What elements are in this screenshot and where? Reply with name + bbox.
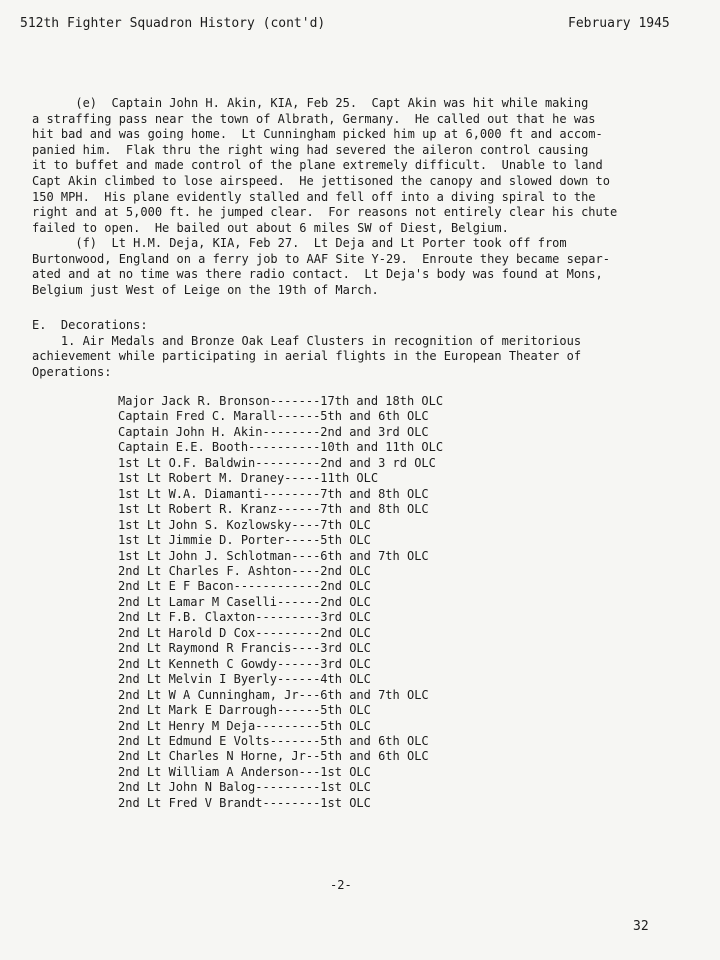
award-entry: 2nd Lt John N Balog---------1st OLC <box>118 780 371 795</box>
decorations-section <box>32 318 692 380</box>
award-entry: 2nd Lt Charles F. Ashton----2nd OLC <box>118 563 371 578</box>
award-entry: 2nd Lt Mark E Darrough------5th OLC <box>118 703 371 718</box>
paragraph-line: a straffing pass near the town of Albrath, Germany. He called out that he was <box>32 111 596 126</box>
award-entry: Captain Fred C. Marall------5th and 6th OLC <box>118 409 429 424</box>
document-title: 512th Fighter Squadron History (cont'd) <box>20 16 326 31</box>
award-entry: 2nd Lt W A Cunningham, Jr---6th and 7th OLC <box>118 687 429 702</box>
decorations-line: achievement while participating in aerial flights in the European Theater of <box>32 349 582 364</box>
award-entry: 2nd Lt Raymond R Francis----3rd OLC <box>118 641 371 656</box>
award-entry: Captain John H. Akin--------2nd and 3rd OLC <box>118 424 429 439</box>
award-entry: 2nd Lt E F Bacon------------2nd OLC <box>118 579 371 594</box>
award-entry: 2nd Lt F.B. Claxton---------3rd OLC <box>118 610 371 625</box>
paragraph-line: ated and at no time was there radio contact. Lt Deja's body was found at Mons, <box>32 267 603 282</box>
paragraph-e <box>32 96 692 236</box>
award-entry: 2nd Lt Kenneth C Gowdy------3rd OLC <box>118 656 371 671</box>
decorations-line: 1. Air Medals and Bronze Oak Leaf Clusters in recognition of meritorious <box>32 333 582 348</box>
award-entry: 1st Lt Jimmie D. Porter-----5th OLC <box>118 533 371 548</box>
paragraph-line: Capt Akin climbed to lose airspeed. He jettisoned the canopy and slowed down to <box>32 173 610 188</box>
award-entry: 1st Lt John J. Schlotman----6th and 7th OLC <box>118 548 429 563</box>
award-entry: Captain E.E. Booth----------10th and 11th OLC <box>118 440 444 455</box>
award-entry: 1st Lt John S. Kozlowsky----7th OLC <box>118 517 371 532</box>
document-date: February 1945 <box>568 16 670 31</box>
page-folio: 32 <box>633 919 649 934</box>
decorations-line: E. Decorations: <box>32 318 148 332</box>
paragraph-line: (f) Lt H.M. Deja, KIA, Feb 27. Lt Deja and Lt Porter took off from <box>32 236 567 250</box>
award-entry: 1st Lt W.A. Diamanti--------7th and 8th OLC <box>118 486 429 501</box>
paragraph-line: 150 MPH. His plane evidently stalled and fell off into a diving spiral to the <box>32 189 596 204</box>
award-entry: 2nd Lt Edmund E Volts-------5th and 6th OLC <box>118 733 429 748</box>
paragraph-line: (e) Captain John H. Akin, KIA, Feb 25. Capt Akin was hit while making <box>32 96 589 110</box>
award-entry: 1st Lt O.F. Baldwin---------2nd and 3 rd OLC <box>118 455 436 470</box>
award-entry: 1st Lt Robert R. Kranz------7th and 8th OLC <box>118 502 429 517</box>
award-entry: 2nd Lt Melvin I Byerly------4th OLC <box>118 672 371 687</box>
awards-list <box>118 394 443 811</box>
award-entry: 2nd Lt Harold D Cox---------2nd OLC <box>118 625 371 640</box>
decorations-line: Operations: <box>32 364 112 379</box>
paragraph-line: panied him. Flak thru the right wing had severed the aileron control causing <box>32 142 589 157</box>
award-entry: 2nd Lt Fred V Brandt--------1st OLC <box>118 795 371 810</box>
paragraph-f <box>32 236 692 298</box>
award-entry: 2nd Lt Lamar M Caselli------2nd OLC <box>118 594 371 609</box>
award-entry: 2nd Lt Henry M Deja---------5th OLC <box>118 718 371 733</box>
paragraph-line: hit bad and was going home. Lt Cunningham picked him up at 6,000 ft and accom- <box>32 127 603 142</box>
award-entry: 2nd Lt William A Anderson---1st OLC <box>118 764 371 779</box>
paragraph-line: it to buffet and made control of the plane extremely difficult. Unable to land <box>32 158 603 173</box>
paragraph-line: right and at 5,000 ft. he jumped clear. For reasons not entirely clear his chute <box>32 205 618 220</box>
page-marker: -2- <box>330 878 352 892</box>
award-entry: 1st Lt Robert M. Draney-----11th OLC <box>118 471 379 486</box>
award-entry: 2nd Lt Charles N Horne, Jr--5th and 6th OLC <box>118 749 429 764</box>
paragraph-line: failed to open. He bailed out about 6 miles SW of Diest, Belgium. <box>32 220 509 235</box>
paragraph-line: Burtonwood, England on a ferry job to AAF Site Y-29. Enroute they became separ- <box>32 251 610 266</box>
paragraph-line: Belgium just West of Leige on the 19th of March. <box>32 282 379 297</box>
award-entry: Major Jack R. Bronson-------17th and 18th OLC <box>118 394 444 408</box>
